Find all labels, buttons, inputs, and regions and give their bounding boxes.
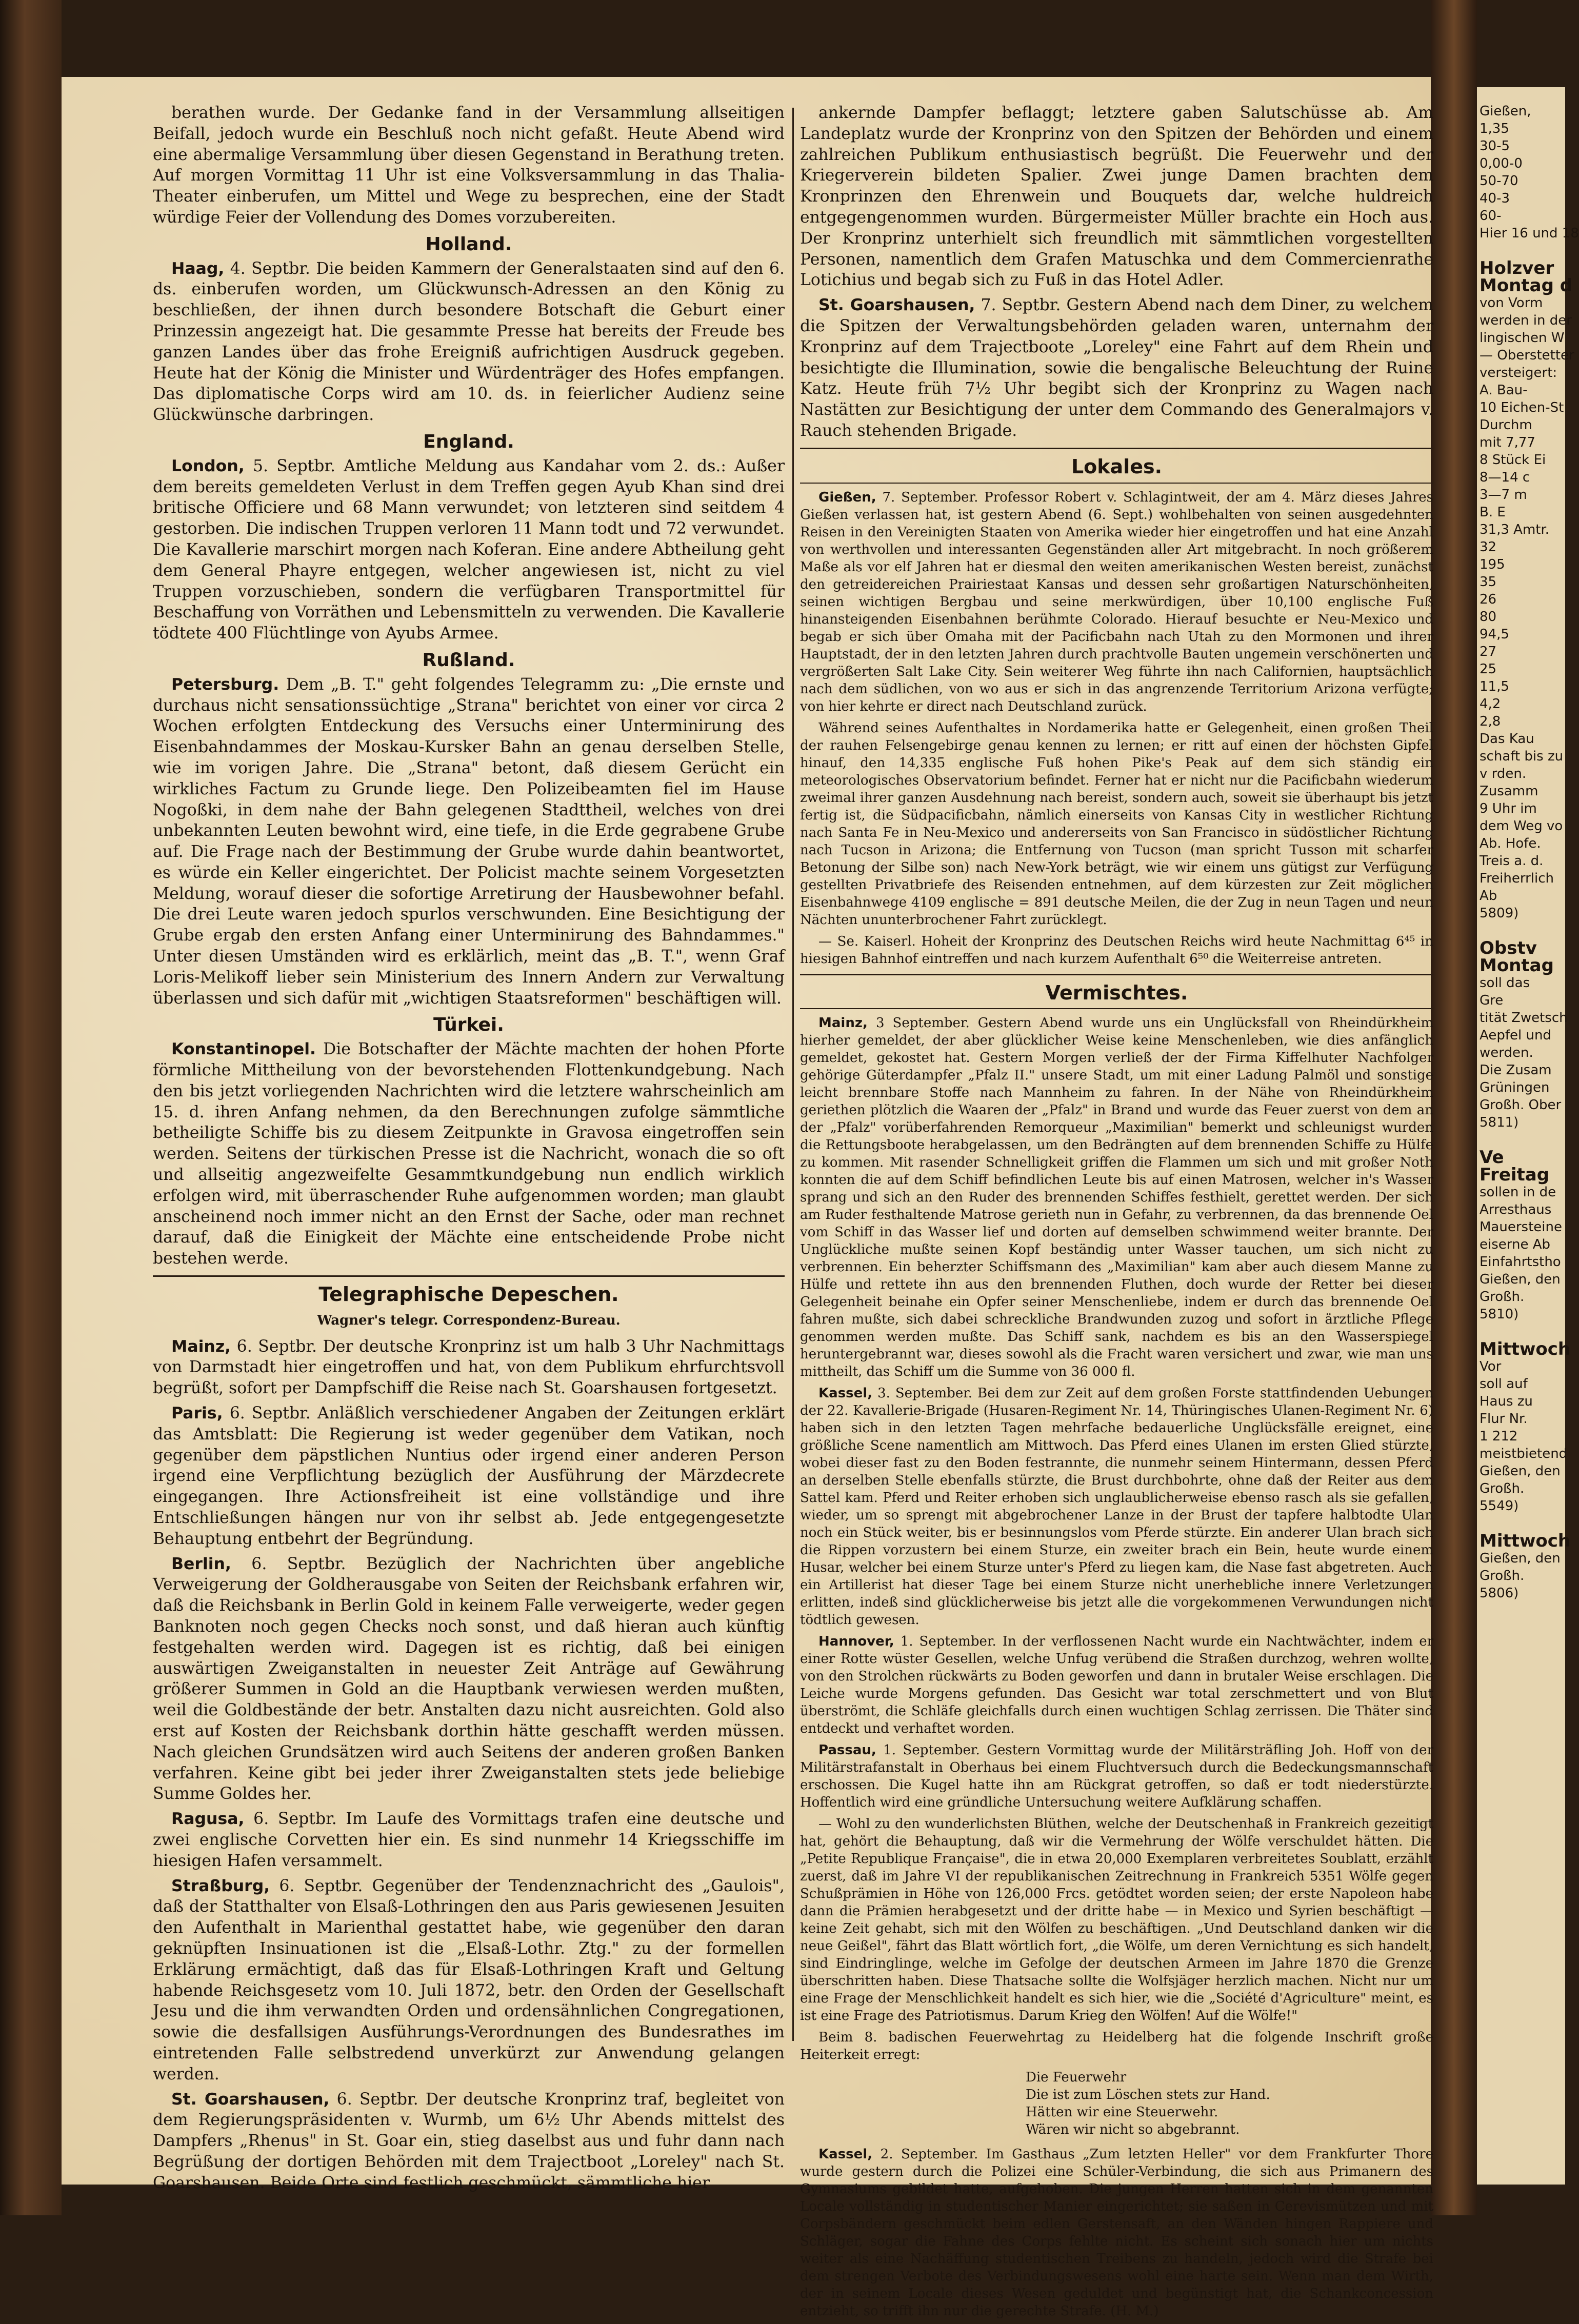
verse-line: Die ist zum Löschen stets zur Hand. — [1026, 2087, 1270, 2103]
fragment-line: 50-70 — [1480, 173, 1518, 189]
fragment-line: 60- — [1480, 208, 1502, 224]
misc-kassel — [800, 1385, 1433, 1629]
fragment-line: versteigert: — [1480, 365, 1557, 380]
fragment-line: Gießen, den — [1480, 1272, 1561, 1287]
fragment-line: soll das — [1480, 975, 1530, 991]
fragment-line: Treis a. d. — [1480, 853, 1544, 869]
fragment-line: 5549) — [1480, 1498, 1519, 1514]
telegram-strassburg — [153, 1876, 785, 2085]
fragment-line — [1480, 1323, 1562, 1340]
section-rule — [800, 1008, 1433, 1009]
fragment-line: 32 — [1480, 539, 1497, 555]
column-right — [800, 103, 1433, 2324]
bureau-subtitle: Wagner's telegr. Correspondenz-Bureau. — [317, 1312, 621, 1328]
fragment-line: 80 — [1480, 609, 1497, 625]
article-body: 6. Septbr. Bezüglich der Nachrichten über angebliche Verweigerung der Goldherausgabe von Seiten der Reichsbank erfahren wir, daß die Reichsbank in Berlin Gold in keinem Falle verweigerte, weder gegen Banknoten noch gegen Checks noch sonst, und daß hieran auch künftig festgehalten werden wird. Dagegen ist es richtig, daß bei einigen auswärtigen Zweiganstalten in neuester Zeit Anträge auf Gewährung größerer Summen in Gold an die Hauptbank verwiesen werden mußten, weil die Goldbestände der betr. Anstalten dazu nicht ausreichten. Gold also erst auf Kosten der Reichsbank dorthin hätte geschafft werden müssen. Nach gleichen Grundsätzen wird auch Seitens der anderen großen Banken verfahren. Keine gibt bei jeder ihrer Zweiganstalten stets jede beliebige Summe Goldes her. — [153, 1554, 785, 1804]
fragment-line: 5809) — [1480, 906, 1519, 921]
dateline: Ragusa, — [171, 1810, 245, 1829]
section-heading-holland: Holland. — [425, 233, 512, 255]
article-body: 3 September. Gestern Abend wurde uns ein Unglücksfall von Rheindürkheim hierher gemeldet, der aber glücklicher Weise keine Menschenleben, wie dies anfänglich gemeldet, gekostet hat. Gestern Morgen verließ der der Firma Kiffelhuter Nachfolger gehörige Güterdampfer „Pfalz II." unsere Stadt, um mit einer Ladung Palmöl und sonstige leicht brennbare Stoffe nach Mannheim zu fahren. In der Nähe von Rheindürkheim geriethen plötzlich die Waaren der „Pfalz" in Brand und wurde das Feuer zuerst von dem an der „Pfalz" vorüberfahrenden Remorqueur „Maximilian" bemerkt und schleunigst wurden die Rettungsboote herabgelassen, um den Bedrängten auf dem brennenden Schiffe zu Hülfe zu kommen. Mit rasender Schnelligkeit griffen die Flammen um sich und mit großer Noth konnten die auf dem Schiff befindlichen Leute bis auf einen Matrosen, welcher in's Wasser sprang und sich an den Ruder des brennenden Schiffes festhielt, gerettet werden. Der sich am Ruder festhaltende Matrose gerieth nun in Gefahr, zu verbrennen, da das brennende Oel vom Schiff in das Wasser lief und dorten auf demselben schwimmend weiter brannte. Der Unglückliche mußte seinen Kopf beständig unter Wasser tauchen, um sich nicht zu verbrennen. Ein beherzter Schiffsmann des „Maximilian" kam aber auch diesem Manne zu Hülfe und rettete ihn aus den brennenden Fluthen, doch wurde der Retter bei dieser Gelegenheit beinahe ein Opfer seiner Menschenliebe, indem er durch das brennende Oel fahren mußte, sich dabei schreckliche Brandwunden zuzog und sofort in ärztliche Pflege genommen werden mußte. Das Schiff sank, nachdem es bis an den Wasserspiegel heruntergebrannt war, dieses sowohl als die Fracht waren versichert und zwar, wie man uns mittheilt, das Schiff um die Summe von 36 000 fl. — [800, 1015, 1434, 1380]
fragment-line: 40-3 — [1480, 191, 1510, 206]
fragment-line: 8—14 c — [1480, 470, 1530, 485]
fragment-line: 1 212 — [1480, 1429, 1518, 1444]
fragment-line: Mittwoch — [1480, 1531, 1571, 1551]
telegram-st-goarshausen-2 — [800, 295, 1433, 442]
fragment-line: Flur Nr. — [1480, 1411, 1528, 1427]
fragment-line: Zusamm — [1480, 784, 1538, 799]
dateline: Gießen, — [818, 489, 876, 505]
fragment-line: 30-5 — [1480, 138, 1510, 154]
fragment-line: Obstv — [1480, 938, 1537, 958]
section-rule — [800, 448, 1433, 449]
fragment-line: 1,35 — [1480, 121, 1509, 136]
dateline: Haag, — [171, 259, 225, 278]
article-body: 3. September. Bei dem zur Zeit auf dem großen Forste stattfindenden Uebungen der 22. Kavallerie-Brigade (Husaren-Regiment Nr. 14, Thüringisches Ulanen-Regiment Nr. 6) haben sich in den letzten Tagen mehrfache bedauerliche Unglücksfälle ereignet, eine größliche Scene namentlich am Mittwoch. Das Pferd eines Ulanen im ersten Glied stürzte, wobei dieser fast zu den Boden festrannte, die nunmehr seinem Hintermann, dessen Pferd an derselben Stelle ebenfalls stürzte, die Brust durchbohrte, ohne daß der Reiter aus dem Sattel kam. Pferd und Reiter erhoben sich unglaublicherweise ebenso rasch als sie gefallen, wieder, um so sprengt mit abgebrochener Lanze in der Brust der tapfere halbtodte Ulan noch ein Stück weiter, bis er besinnungslos vom Pferde stürzte. Ein anderer Ulan brach sich die Rippen vorzustern bei einem Sturze, ein zweiter brach ein Bein, heute wurde einem Husar, welcher bei einem Sturze unter's Pferd zu liegen kam, die Nase fast abgetreten. Auch ein Artillerist hat dieser Tage bei einem Sturze nicht unerhebliche innere Verletzungen erlitten, indeß sind glücklicherweise bis jetzt alle die vorgekommenen Verwundungen nicht tödtlich gewesen. — [800, 1386, 1434, 1628]
dateline: Konstantinopel. — [171, 1040, 316, 1059]
fragment-line: 5811) — [1480, 1115, 1519, 1130]
fragment-line: 94,5 — [1480, 627, 1509, 642]
telegram-mainz — [153, 1336, 785, 1399]
fragment-line: — Oberstetter — [1480, 348, 1574, 363]
telegram-berlin — [153, 1554, 785, 1805]
article-body: 6. Septbr. Der deutsche Kronprinz traf, begleitet von dem Regierungspräsidenten v. Wurmb, um 6½ Uhr Abends mittelst des Dampfers „Rhenus" in St. Goar ein, stieg daselbst aus und fuhr dann nach Begrüßung der dortigen Behörden mit dem Trajectboot „Loreley" nach St. Goarshausen. Beide Orte sind festlich geschmückt, sämmtliche hier — [153, 2090, 785, 2192]
telegram-st-goarshausen — [153, 2089, 785, 2194]
fragment-line: Durchm — [1480, 417, 1532, 433]
fragment-line: 25 — [1480, 662, 1497, 677]
telegram-paris — [153, 1403, 785, 1550]
article-body: 1. September. In der verflossenen Nacht wurde ein Nachtwächter, indem er einer Rotte wüster Gesellen, welche Unfug verübend die Straßen durchzog, wehren wollte, von den Strolchen rückwärts zu Boden geworfen und dann in brutaler Weise erschlagen. Die Leiche wurde Morgens gefunden. Das Gesicht war total zerschmettert und von Blut überströmt, die Schläfe gleichfalls durch einen wuchtigen Schlag zerrissen. Die Thäter sind entdeckt und verhaftet worden. — [800, 1634, 1434, 1737]
fragment-line: Einfahrtstho — [1480, 1254, 1561, 1270]
article-body: Dem „B. T." geht folgendes Telegramm zu: „Die ernste und durchaus nicht sensationssüchtige „Strana" berichtet von einer vor circa 2 Wochen erfolgten Entdeckung des Versuchs einer Unterminirung des Eisenbahndammes der Moskau-Kursker Bahn an genau derselben Stelle, wie im vorigen Jahre. Die „Strana" betont, daß diesem Gerücht ein wirkliches Factum zu Grunde liege. Den Polizeibeamten fiel im Hause Nogoßki, in dem nahe der Bahn gelegenen Stadttheil, welches von drei unbekannten Leuten bewohnt wird, eine tiefe, in die Erde gegrabene Grube auf. Die Frage nach der Bestimmung der Grube wurde dahin beantwortet, es würde ein Keller eingerichtet. Der Policist machte seinem Vorgesetzten Meldung, worauf dieser die sofortige Arretirung der Hausbewohner befahl. Die drei Leute waren jedoch spurlos verschwunden. Eine Besichtigung der Grube ergab den ersten Anfang einer Unterminirung des Bahndammes." Unter diesen Umständen wird es erklärlich, meint das „B. T.", wenn Graf Loris-Melikoff lieber sein Ministerium des Innern Andern zur Verwaltung überlassen und sich dafür mit „wichtigen Staatsreformen" beschäftigen will. — [153, 675, 785, 1008]
dateline: Mainz, — [171, 1337, 231, 1356]
fragment-line: Großh. — [1480, 1481, 1525, 1496]
fragment-line: Ve — [1480, 1147, 1504, 1168]
article-haag — [153, 258, 785, 426]
fragment-line: 4,2 — [1480, 696, 1501, 712]
article-continuation: ankernde Dampfer beflaggt; letztere gaben Salutschüsse ab. Am Landeplatz wurde der Kronprinz von den Spitzen der Behörden und einem zahlreichen Publikum enthusiastisch begrüßt. Die Feuerwehr und der Kriegerverein bildeten Spalier. Zwei junge Damen brachten dem Kronprinzen den Ehrenwein und Bouquets dar, welche huldreich entgegengenommen wurden. Bürgermeister Müller brachte ein Hoch aus. Der Kronprinz unterhielt sich freundlich mit sämmtlichen vorgestellten Personen, namentlich dem Grafen Matuschka und dem Commercienrathe Lotichius und begab sich zu Fuß in das Hotel Adler. — [800, 104, 1433, 290]
fragment-line — [1480, 1131, 1562, 1149]
binding-left — [0, 0, 62, 2215]
article-body: Die Botschafter der Mächte machten der hohen Pforte förmliche Mittheilung von der bevorstehenden Flottenkundgebung. Nach den bis jetzt vorliegenden Nachrichten wird die letztere wahrscheinlich am 15. d. ihren Anfang nehmen, da den Berechnungen zufolge sämmtliche betheiligte Schiffe bis zu diesem Zeitpunkte in Gravosa eingetroffen sein werden. Seitens der türkischen Presse ist die Nachricht, wonach die so oft und allseitig angezweifelte Gesammtkundgebung nun endlich wirklich erfolgen wird, mit überraschender Ruhe aufgenommen worden; man glaubt anscheinend noch immer nicht an den Ernst der Sache, oder man rechnet darauf, daß die Einigkeit der Mächte eine entscheidende Probe nicht bestehen werde. — [153, 1040, 785, 1268]
fragment-line: Großh. — [1480, 1568, 1525, 1584]
article-body: 7. Septbr. Gestern Abend nach dem Diner, zu welchem die Spitzen der Verwaltungsbehörden geladen waren, unternahm der Kronprinz auf dem Trajectboote „Loreley" eine Fahrt auf dem Rhein und besichtigte die Illumination, sowie die bengalische Beleuchtung der Ruine Katz. Heute früh 7½ Uhr begibt sich der Kronprinz zu Wagen nach Nastätten zur Besichtigung der unter dem Commando des Generalmajors v. Rauch stehenden Brigade. — [800, 296, 1434, 440]
article-body: 6. Septbr. Der deutsche Kronprinz ist um halb 3 Uhr Nachmittags von Darmstadt hier eingetroffen und hat, von dem Publikum ehrfurchtsvoll begrüßt, sofort per Dampfschiff die Reise nach St. Goarshausen fortgesetzt. — [153, 1337, 785, 1398]
article-london — [153, 456, 785, 644]
fragment-line: werden. — [1480, 1045, 1533, 1060]
article-body: 5. Septbr. Amtliche Meldung aus Kandahar vom 2. ds.: Außer dem bereits gemeldeten Verlust in dem Treffen gegen Ayub Khan sind drei britische Officiere und 68 Mann verwundet; von letzteren sind seitdem 4 gestorben. Die indischen Truppen verloren 11 Mann todt und 72 verwundet. Die Kavallerie marschirt morgen nach Koferan. Eine andere Abtheilung geht dem General Phayre entgegen, welcher angewiesen ist, nicht zu viel Truppen vorzuschieben, sondern die verfügbaren Transportmittel für Beschaffung von Vorräthen und Lebensmitteln zu verwenden. Die Kavallerie tödtete 400 Flüchtlinge von Ayubs Armee. — [153, 456, 785, 643]
telegram-ragusa — [153, 1809, 785, 1871]
section-rule — [800, 483, 1433, 484]
article-petersburg — [153, 674, 785, 1009]
dateline: St. Goarshausen, — [818, 296, 975, 315]
fragment-line: 0,00-0 — [1480, 156, 1523, 171]
dateline: Petersburg. — [171, 675, 279, 694]
fragment-line: 11,5 — [1480, 679, 1509, 694]
dateline: Mainz, — [818, 1015, 868, 1031]
fragment-line: 9 Uhr im — [1480, 801, 1537, 816]
fragment-line: Montag d — [1480, 275, 1573, 296]
fragment-line: 5806) — [1480, 1586, 1519, 1601]
fragment-line: soll auf — [1480, 1376, 1528, 1392]
fragment-line: 27 — [1480, 644, 1497, 659]
article-body: 6. Septbr. Im Laufe des Vormittags trafen eine deutsche und zwei englische Corvetten hier ein. Es sind nunmehr 14 Kriegsschiffe im hiesigen Hafen versammelt. — [153, 1810, 785, 1870]
dateline: Passau, — [818, 1742, 876, 1758]
fragment-line: Gießen, — [1480, 104, 1531, 119]
fragment-line: 31,3 Amtr. — [1480, 522, 1550, 537]
article-body: 2. September. Im Gasthaus „Zum letzten Heller" vor dem Frankfurter Thore wurde gestern durch die Polizei eine Schüler-Verbindung, die sich aus Primanern des Gymnasiums gebildet hatte, aufgehoben. Die jungen Herren hatten sich in dem genannten Locale vollständig in studentischer Manier eingerichtet; sie saßen in Cerevismützen und mit Corpsbändern geschmückt beim edlen Gerstensaft, an den Wänden hingen Rappiere und Schläger, sogar die Fahne des Corps fehlte nicht. Es scheint sich sonach hier um nichts weiter als eine Nachäffung studentischen Treibens zu handeln, jedoch wird die Strafe bei dem strengen Verbote des Verbindungswesens wohl eine harte sein. Wenn man dem Wirth, der in seinem Locale dieses Wesen geduldet und begünstigt hat, die Schankconcession entzieht, so trifft ihn nur die gerechte Strafe. — [800, 2147, 1434, 2319]
local-kronprinz-notice: — Se. Kaiserl. Hoheit der Kronprinz des Deutschen Reichs wird heute Nachmittag 6⁴⁵ in hiesigen Bahnhof eintreffen und nach kurzem Aufenthalt 6⁵⁰ die Weiterreise antreten. — [800, 933, 1433, 967]
fragment-line: A. Bau- — [1480, 383, 1528, 398]
fragment-line: v rden. — [1480, 766, 1527, 782]
dateline: London, — [171, 456, 245, 475]
section-heading-vermischtes: Vermischtes. — [1045, 981, 1188, 1004]
fragment-line: Haus zu — [1480, 1394, 1533, 1409]
dateline: St. Goarshausen, — [171, 2090, 330, 2109]
article-body: 4. Septbr. Die beiden Kammern der Generalstaaten sind auf den 6. ds. einberufen worden, um Glückwunsch-Adressen an den König zu beschließen, der ihnen durch besondere Botschaft die Geburt einer Prinzessin angezeigt hat. Die gesammte Presse hat bereits der Freude bes ganzen Landes über das frohe Ereigniß aufrichtigen Ausdruck gegeben. Heute hat der König die Minister und Würdenträger des Hofes empfangen. Das diplomatische Corps wird am 10. ds. in feierlicher Audienz seine Glückwünsche darbringen. — [153, 259, 785, 425]
fragment-line: dem Weg vo — [1480, 818, 1563, 834]
misc-kassel-2 — [800, 2146, 1433, 2320]
fragment-line: mit 7,77 — [1480, 435, 1535, 450]
fragment-line: 10 Eichen-St — [1480, 400, 1564, 415]
dateline: Berlin, — [171, 1554, 231, 1573]
misc-mainz — [800, 1014, 1433, 1380]
fragment-line — [1480, 922, 1562, 939]
fragment-line: Gießen, den — [1480, 1551, 1561, 1566]
fragment-line: Vor — [1480, 1359, 1502, 1374]
column-rule — [792, 108, 794, 2041]
fragment-line: sollen in de — [1480, 1185, 1556, 1200]
fragment-line: Hier 16 und 18 — [1480, 226, 1579, 241]
fragment-line: 8 Stück Ei — [1480, 452, 1546, 468]
fragment-line: Holzver — [1480, 258, 1554, 278]
fragment-line: 3—7 m — [1480, 487, 1527, 503]
fragment-line — [1480, 242, 1562, 259]
fragment-line: Gre — [1480, 993, 1504, 1008]
fragment-line: meistbietend — [1480, 1446, 1568, 1461]
dateline: Kassel, — [818, 1386, 873, 1401]
fragment-line: eiserne Ab — [1480, 1237, 1551, 1252]
fragment-line: 26 — [1480, 592, 1497, 607]
fragment-line: 2,8 — [1480, 714, 1501, 729]
fragment-line: B. E — [1480, 505, 1506, 520]
fragment-line: Grüningen — [1480, 1080, 1550, 1095]
section-rule — [153, 1275, 785, 1277]
section-heading-telegraphic: Telegraphische Depeschen. — [318, 1283, 619, 1306]
fragment-line: Großh. Ober — [1480, 1097, 1562, 1113]
fragment-line: von Vorm — [1480, 295, 1543, 311]
fragment-line: tität Zwetsch — [1480, 1010, 1568, 1026]
dateline: Hannover, — [818, 1634, 894, 1650]
verse-line: Wären wir nicht so abgebrannt. — [1026, 2122, 1240, 2138]
column-left — [153, 103, 785, 2198]
verse-line: Die Feuerwehr — [1026, 2070, 1127, 2086]
binding-gutter — [1431, 0, 1477, 2215]
fragment-line: Mauersteine — [1480, 1219, 1562, 1235]
verse-line: Hätten wir eine Steuerwehr. — [1026, 2105, 1218, 2120]
article-body: 1. September. Gestern Vormittag wurde der Militärsträfling Joh. Hoff von der Militärstrafanstalt in Oberhaus bei einem Fluchtversuch durch die Bedeckungsmannschaft erschossen. Die Kugel hatte ihn am Rückgrat getroffen, so daß er todt niederstürzte. Hoffentlich wird eine gründliche Untersuchung weitere Aufklärung schaffen. — [800, 1742, 1433, 1811]
fragment-line: lingischen W — [1480, 330, 1565, 346]
fragment-line: Arresthaus — [1480, 1202, 1552, 1217]
misc-hannover — [800, 1633, 1433, 1737]
dateline: Straßburg, — [171, 1876, 270, 1895]
misc-feuerwehr: Beim 8. badischen Feuerwehrtag zu Heidelberg hat die folgende Inschrift große Heiterkeit erregt: — [800, 2030, 1433, 2063]
fragment-line: Gießen, den — [1480, 1464, 1561, 1479]
next-page-fragment — [1480, 103, 1579, 1846]
section-heading-tuerkei: Türkei. — [433, 1014, 504, 1036]
local-giessen — [800, 489, 1433, 715]
fragment-line: 35 — [1480, 574, 1497, 590]
section-heading-england: England. — [423, 431, 514, 452]
misc-passau — [800, 1741, 1433, 1811]
fragment-line: Montag — [1480, 955, 1554, 976]
dateline: Paris, — [171, 1404, 223, 1423]
misc-wolves: — Wohl zu den wunderlichsten Blüthen, welche der Deutschenhaß in Frankreich gezeitigt hat, gehört die Behauptung, daß wir die Vermehrung der Wölfe verschuldet hätten. Die „Petite Republique Française", die in etwa 20,000 Exemplaren verbreitetes Soublatt, erzählt zuerst, daß im Jahre VI der republikanischen Zeitrechnung in Frankreich 5351 Wölfe gegen Schußprämien in Höhe von 126,000 Frcs. getödtet worden seien; der erste Napoleon habe dann die Prämien herabgesetzt und der dritte habe — in Mexico und Syrien beschäftigt — keine Zeit gehabt, sich mit den Wölfen zu beschäftigen. „Und Deutschland danken wir die neue Geißel", fährt das Blatt wörtlich fort, „die Wölfe, um deren Vernichtung es sich handelt, sind Eindringlinge, welche im Gefolge der deutschen Armeen im Jahre 1870 die Grenze überschritten haben. Diese Thatsache sollte die Wolfsjäger herzlich machen. Nicht nur um eine Frage der Menschlichkeit handelt es sich hier, wie die „Société d'Agriculture" meint, es ist eine Frage des Patriotismus. Darum Krieg den Wölfen! Auf die Wölfe!" — [800, 1816, 1433, 2024]
article-continuation: berathen wurde. Der Gedanke fand in der Versammlung allseitigen Beifall, jedoch wurde ein Beschluß noch nicht gefaßt. Heute Abend wird eine abermalige Versammlung über diesen Gegenstand in Berathung treten. Auf morgen Vormittag 11 Uhr ist eine Volksversammlung in das Thalia-Theater einberufen, um Mittel und Wege zu besprechen, eine der Stadt würdige Feier der Vollendung des Domes vorzubereiten. — [153, 104, 785, 227]
dateline: Kassel, — [818, 2147, 873, 2162]
article-body: 7. September. Professor Robert v. Schlagintweit, der am 4. März dieses Jahres Gießen verlassen hat, ist gestern Abend (6. Sept.) wohlbehalten von seinen ausgedehnten Reisen in den Vereinigten Staaten von Amerika wieder hier eingetroffen und hat eine Anzahl von werthvollen und interessanten Gegenständen aller Art mitgebracht. In noch größerem Maße als vor elf Jahren hat er diesmal den weiten amerikanischen Westen bereist, zunächst den getreidereichen Prairiestaat Kansas und dessen sehr großartigen Naturschönheiten, seinen wichtigen Bergbau und seine merkwürdigen, über 10,100 englische Fuß hinansteigenden Eisenbahnen berühmte Colorado. Hierauf besuchte er Neu-Mexico und begab er sich über Omaha mit der Pacificbahn nach Utah zu den Mormonen und ihrer Hauptstadt, der in den letzten Jahren durch prachtvolle Bauten ungemein verschönerten und vergrößerten Salt Lake City. Sein weiterer Weg führte ihn nach Californien, hauptsächlich nach dem südlichen, von wo aus er sich in das angrenzende Territorium Arizona verfügte; von hier kehrte er direct nach Deutschland zurück. — [800, 489, 1434, 714]
section-heading-lokales: Lokales. — [1071, 455, 1163, 478]
fragment-line: Freiherrlich — [1480, 871, 1554, 886]
fragment-line: Die Zusam — [1480, 1063, 1552, 1078]
section-rule — [800, 974, 1433, 975]
fragment-line: 5810) — [1480, 1307, 1519, 1322]
fragment-line: werden in der — [1480, 313, 1572, 328]
fragment-line: Das Kau — [1480, 731, 1534, 747]
fragment-line — [1480, 1515, 1562, 1532]
fragment-line: Aepfel und — [1480, 1028, 1551, 1043]
fragment-line: schaft bis zu — [1480, 749, 1564, 764]
fragment-line: Ab. Hofe. — [1480, 836, 1541, 851]
fragment-line: Mittwoch — [1480, 1339, 1571, 1359]
fragment-line: Freitag — [1480, 1165, 1550, 1185]
fragment-line: 195 — [1480, 557, 1505, 572]
section-heading-russland: Rußland. — [422, 649, 515, 671]
local-giessen-continued: Während seines Aufenthaltes in Nordamerika hatte er Gelegenheit, einen großen Theil der rauhen Felsengebirge genau kennen zu lernen; er ritt auf einen der höchsten Gipfel hinauf, den 14,335 englische Fuß hohen Pike's Peak auf dem sich ständig ein meteorologisches Observatorium befindet. Ferner hat er nicht nur die Pacificbahn wiederum zweimal ihrer ganzen Ausdehnung nach bereist, sondern auch, soweit sie überhaupt bis jetzt fertig ist, die Südpacificbahn, nämlich einerseits von Kansas City in westlicher Richtung nach Santa Fe in Neu-Mexico und andererseits von San Francisco in südöstlicher Richtung nach Tucson in Arizona; die Entfernung von Tucson (man spricht Tusson mit scharfer Betonung der Silbe son) nach New-York beträgt, wie wir einem uns gütigst zur Verfügung gestellten Privatbriefe des Reisenden entnehmen, auf dem kürzesten zur Zeit möglichen Eisenbahnwege 4109 englische = 891 deutsche Meilen, die der Zug in neun Tagen und neun Nächten ununterbrochener Fahrt zurücklegt. — [800, 720, 1433, 928]
signature: (H. M.) — [1110, 2303, 1159, 2319]
fragment-line: Ab — [1480, 888, 1497, 904]
article-konstantinopel — [153, 1039, 785, 1269]
article-body: 6. Septbr. Gegenüber der Tendenznachricht des „Gaulois", daß der Statthalter von Elsaß-Lothringen den aus Paris gewiesenen Jesuiten den Aufenthalt in Marienthal gestattet habe, wie gegenüber den daran geknüpften Insinuationen ist die „Elsaß-Lothr. Ztg." zu der formellen Erklärung ermächtigt, daß das für Elsaß-Lothringen Kraft und Geltung habende Reichsgesetz vom 10. Juli 1872, betr. den Orden der Gesellschaft Jesu und die ihm verwandten Orden und ordensähnlichen Congregationen, sowie die desfallsigen Ausführungs-Verordnungen des Bundesrathes im eintretenden Falle selbstredend unverkürzt zur Anwendung gelangen werden. — [153, 1876, 785, 2083]
article-body: 6. Septbr. Anläßlich verschiedener Angaben der Zeitungen erklärt das Amtsblatt: Die Regierung ist weder gegenüber dem Vatikan, noch gegenüber dem päpstlichen Nuntius oder irgend einer anderen Person irgend eine Verpflichtung bezüglich der Ausführung der Märzdecrete eingegangen. Ihre Actionsfreiheit ist eine vollständige und ihre Entschließungen hängen nur von ihr selbst ab. Jede entgegengesetzte Behauptung entbehrt der Begründung. — [153, 1404, 785, 1548]
verse-inscription — [1026, 2069, 1433, 2138]
fragment-line: Großh. — [1480, 1289, 1525, 1305]
